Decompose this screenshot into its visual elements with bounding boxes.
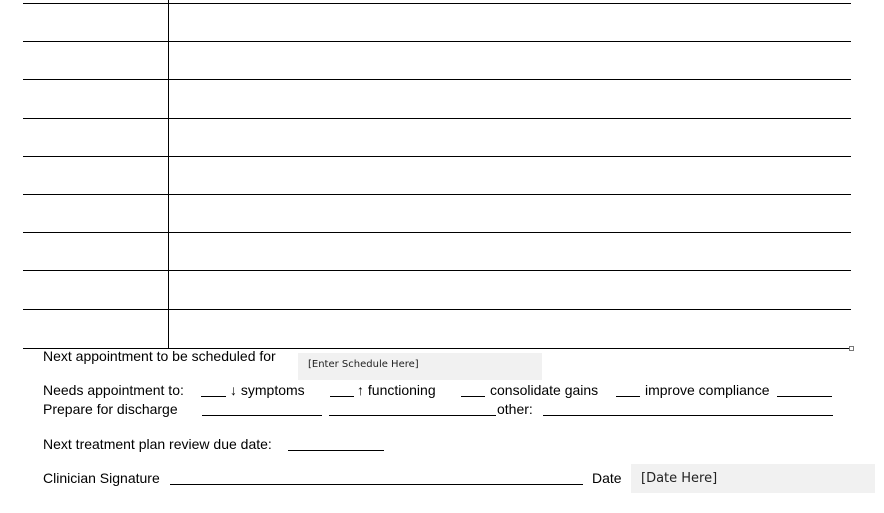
schedule-placeholder: [Enter Schedule Here] bbox=[308, 359, 419, 370]
consolidate-option: consolidate gains bbox=[490, 382, 599, 398]
table-cell-left[interactable] bbox=[23, 4, 168, 41]
discharge-blank-2[interactable] bbox=[329, 402, 496, 416]
table-cell-left[interactable] bbox=[23, 80, 168, 118]
table-cell-left[interactable] bbox=[23, 157, 168, 194]
functioning-blank[interactable] bbox=[330, 383, 354, 397]
compliance-option: improve compliance bbox=[645, 382, 770, 398]
review-due-label: Next treatment plan review due date: bbox=[43, 436, 272, 452]
notes-table bbox=[23, 0, 851, 349]
functioning-option: ↑ functioning bbox=[357, 382, 436, 398]
table-resize-handle[interactable] bbox=[849, 346, 854, 351]
table-cell-left[interactable] bbox=[23, 42, 168, 79]
table-cell-left[interactable] bbox=[23, 271, 168, 309]
date-placeholder: [Date Here] bbox=[641, 471, 718, 486]
table-cell-right[interactable] bbox=[169, 4, 851, 41]
table-cell-left[interactable] bbox=[23, 233, 168, 270]
date-input[interactable] bbox=[631, 464, 875, 493]
compliance-blank[interactable] bbox=[616, 383, 640, 397]
table-cell-right[interactable] bbox=[169, 119, 851, 156]
other-blank[interactable] bbox=[543, 402, 833, 416]
needs-appointment-label: Needs appointment to: bbox=[43, 382, 184, 398]
other-label: other: bbox=[497, 401, 533, 417]
table-cell-left[interactable] bbox=[23, 195, 168, 232]
table-cell-right[interactable] bbox=[169, 157, 851, 194]
signature-label: Clinician Signature bbox=[43, 470, 160, 486]
table-cell-right[interactable] bbox=[169, 195, 851, 232]
schedule-input[interactable] bbox=[298, 353, 542, 380]
compliance-trailing-blank[interactable] bbox=[777, 383, 832, 397]
table-cell-right[interactable] bbox=[169, 233, 851, 270]
table-cell-left[interactable] bbox=[23, 119, 168, 156]
symptoms-blank[interactable] bbox=[201, 383, 226, 397]
table-cell-right[interactable] bbox=[169, 42, 851, 79]
consolidate-blank[interactable] bbox=[461, 383, 485, 397]
date-label: Date bbox=[592, 470, 622, 486]
table-cell-right[interactable] bbox=[169, 80, 851, 118]
table-cell-right[interactable] bbox=[169, 271, 851, 309]
prepare-discharge-label: Prepare for discharge bbox=[43, 401, 178, 417]
discharge-blank-1[interactable] bbox=[202, 402, 322, 416]
next-appointment-label: Next appointment to be scheduled for bbox=[43, 348, 276, 364]
table-cell-right[interactable] bbox=[169, 310, 851, 348]
signature-blank[interactable] bbox=[170, 471, 583, 485]
table-cell-left[interactable] bbox=[23, 310, 168, 348]
review-due-blank[interactable] bbox=[288, 437, 384, 451]
symptoms-option: ↓ symptoms bbox=[230, 382, 305, 398]
